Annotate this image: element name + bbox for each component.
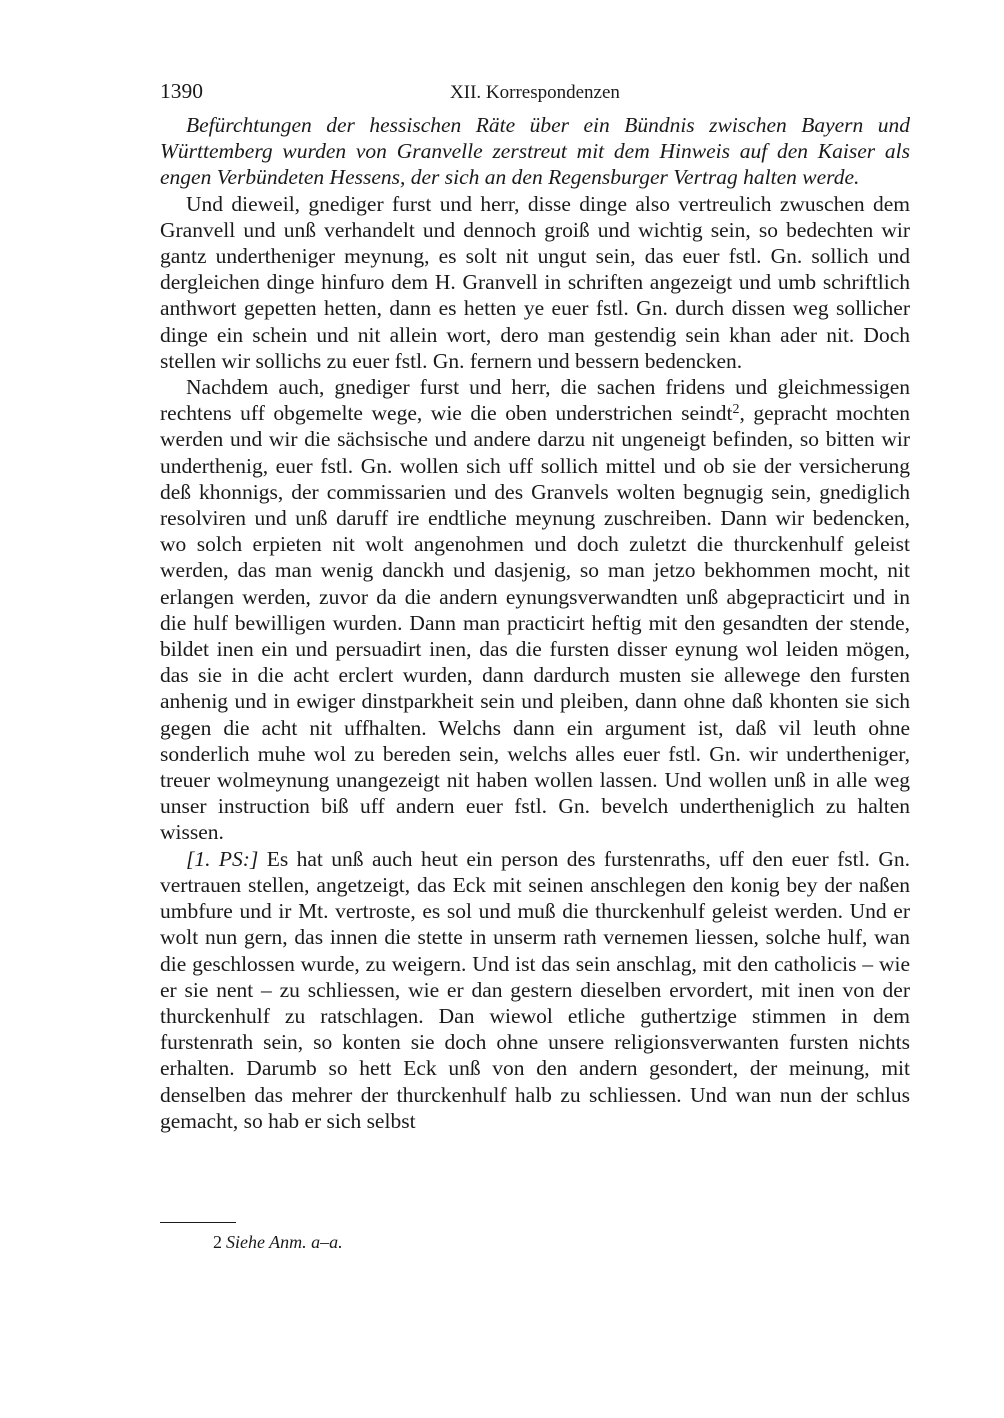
footnote — [160, 1231, 910, 1253]
page-header — [160, 78, 910, 112]
paragraph-2 — [160, 374, 910, 846]
footnote-text: Siehe Anm. a–a. — [226, 1232, 343, 1252]
paragraph-1: Und dieweil, gnediger furst und herr, disse dinge also vertreulich zwuschen dem Granvell und unß verhandelt und dennoch groiß und wichtig sein, so bedechten wir gantz undertheniger meynung, es solt nit ungut sein, das euer fstl. Gn. sollich und dergleichen dinge hinfuro dem H. Granvell in schriften angezeigt und umb schriftlich anthwort gepetten hetten, dann es hetten ye euer fstl. Gn. durch dissen weg sollicher dinge ein schein und nit allein wort, dero man gestendig sein khan ader nit. Doch stellen wir sollichs zu euer fstl. Gn. fernern und bessern bedencken. — [160, 191, 910, 373]
footnote-number: 2 — [213, 1232, 222, 1252]
running-title: XII. Korrespondenzen — [450, 82, 620, 103]
postscript-label: [1. PS:] — [186, 846, 259, 871]
editorial-summary: Befürchtungen der hessischen Räte über ein Bündnis zwischen Bayern und Württemberg wurden von Granvelle zerstreut mit dem Hinweis auf den Kaiser als engen Verbündeten Hessens, der sich an den Regensburger Vertrag halten werde. — [160, 113, 910, 190]
page-number: 1390 — [160, 79, 203, 103]
postscript-text: Es hat unß auch heut ein person des furstenraths, uff den euer fstl. Gn. vertrauen stellen, angetzeigt, das Eck mit seinen anschlegen den konig bey der naßen umbfure und ir Mt. vertroste, es sol und muß die thurckenhulf geleist werden. Und er wolt nun gern, das innen die stette in unserm rath vernemen liessen, solche hulf, wan die geschlossen wurde, zu weigern. Und ist das sein anschlag, mit den catholicis – wie er sie nent – zu schliessen, wie er dan gestern dieselben ervordert, mit inen von der thurckenhulf zu ratschlagen. Dan wiewol etliche guthertzige stimmen in dem furstenrath sein, so konten sie doch ohne unsere religionsverwanten fursten nichts erhalten. Darumb so hett Eck unß von den andern gesondert, der meinung, mit denselben das mehrer der thurckenhulf halb zu schliessen. Und wan nun der schlus gemacht, so hab er sich selbst — [160, 846, 910, 1133]
footnote-rule — [160, 1222, 236, 1223]
footnote-area — [160, 1222, 910, 1253]
postscript-paragraph — [160, 846, 910, 1134]
paragraph-2-text-b: , gepracht mochten werden und wir die sächsische und andere darzu nit ungeneigt befinden, so bitten wir underthenig, euer fstl. Gn. wollen sich uff sollich mittel und ob sie der versicherung deß khonnigs, der commissarien und des Granvels wolten begnugig sein, gnediglich resolviren und unß daruff ire endtliche meynung zuschreiben. Dann wir bedencken, wo solch erpieten nit wolt angenohmen und doch zuletzt die thurckenhulf geleist werden, das man wenig danckh und dasjenig, so man jetzo bekhommen mocht, nit erlangen werden, zuvor da die andern eynungsverwandten unß abgepracticirt und in die hulf bewilligen wurden. Dann man practicirt heftig mit den gesandten der stende, bildet inen ein und persuadirt inen, das die fursten disser eynung wol leiden mögen, das sie in die acht erclert wurden, dann dardurch musten sie allewege den fursten anhenig und in ewiger dinstparkheit sein und pleiben, dann ohne daß khonten sie sich gegen die acht nit uffhalten. Welchs dann ein argument ist, daß vil leuth ohne sonderlich muhe wol zu bereden sein, welchs alles euer fstl. Gn. wir undertheniger, treuer wolmeynung unangezeigt nit haben wollen lassen. Und wollen unß in alle weg unser instruction biß uff andern euer fstl. Gn. bevelch undertheniglich zu halten wissen. — [160, 401, 910, 845]
footnote-reference: 2 — [732, 402, 740, 418]
document-page — [160, 78, 910, 1134]
paragraph-2-text-a: Nachdem auch, gnediger furst und herr, die sachen fridens und gleichmessigen rechtens uff obgemelte wege, wie die oben understrichen seindt — [160, 375, 910, 426]
